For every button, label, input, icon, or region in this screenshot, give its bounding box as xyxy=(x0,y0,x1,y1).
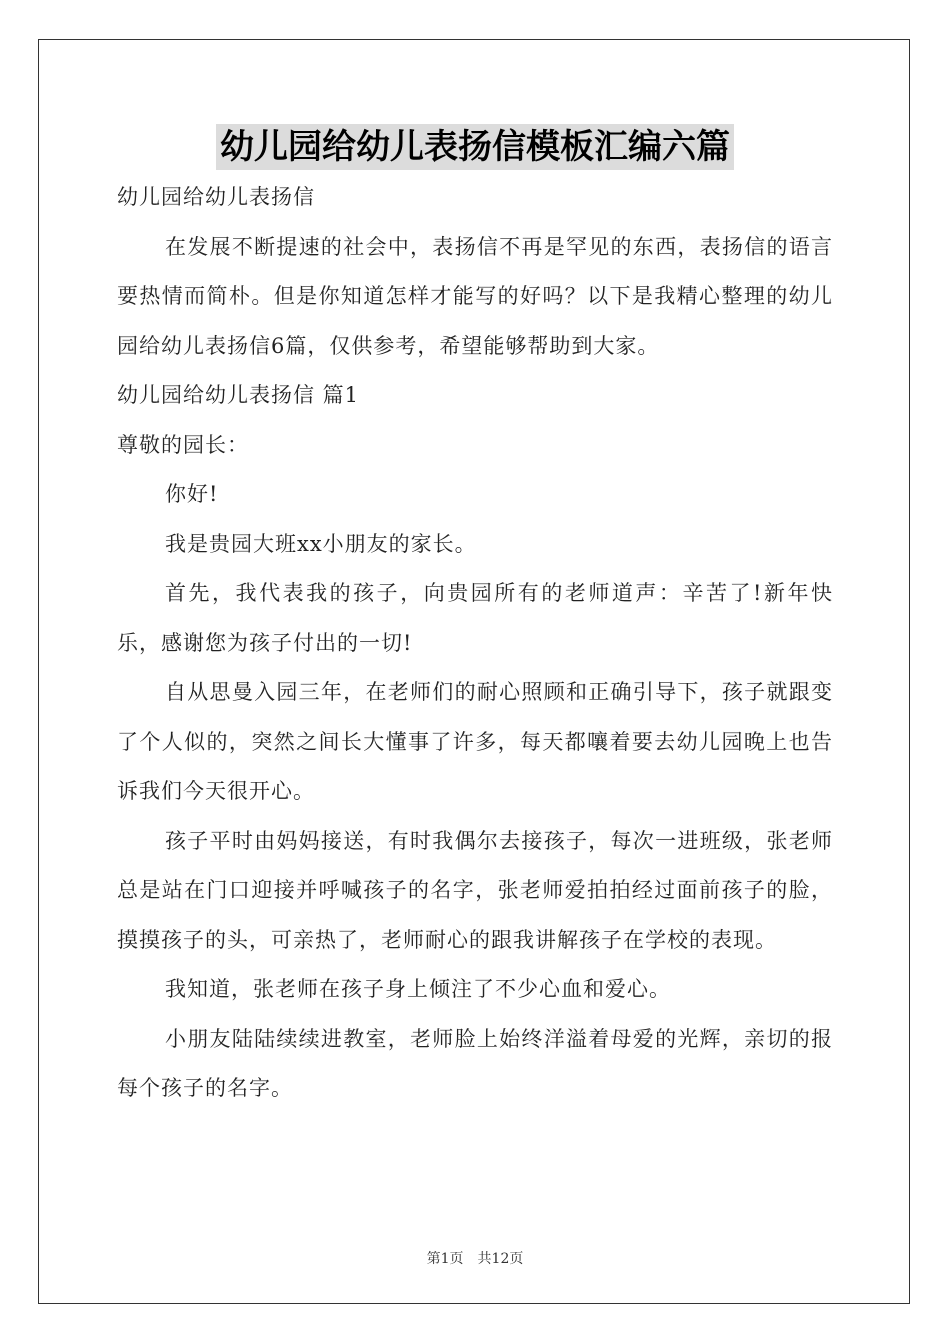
paragraph: 在发展不断提速的社会中，表扬信不再是罕见的东西，表扬信的语言要热情而简朴。但是你知道怎样才能写的好吗？以下是我精心整理的幼儿园给幼儿表扬信6篇，仅供参考，希望能够帮助到大家。 xyxy=(117,234,833,358)
paragraph: 首先，我代表我的孩子，向贵园所有的老师道声：辛苦了!新年快乐，感谢您为孩子付出的一切! xyxy=(117,581,833,655)
document-body xyxy=(117,173,833,1114)
paragraph: 孩子平时由妈妈接送，有时我偶尔去接孩子，每次一进班级，张老师总是站在门口迎接并呼喊孩子的名字，张老师爱拍拍经过面前孩子的脸，摸摸孩子的头，可亲热了，老师耐心的跟我讲解孩子在学校的表现。 xyxy=(117,828,833,952)
paragraph: 自从思曼入园三年，在老师们的耐心照顾和正确引导下，孩子就跟变了个人似的，突然之间长大懂事了许多，每天都嚷着要去幼儿园晚上也告诉我们今天很开心。 xyxy=(117,680,833,803)
title-wrap xyxy=(0,124,950,170)
paragraph: 幼儿园给幼儿表扬信 xyxy=(117,185,315,209)
paragraph: 幼儿园给幼儿表扬信 篇1 xyxy=(117,383,360,407)
page-footer xyxy=(0,1248,950,1268)
paragraph: 我知道，张老师在孩子身上倾注了不少心血和爱心。 xyxy=(165,977,671,1001)
paragraph: 你好! xyxy=(165,482,219,506)
page-total: 共12页 xyxy=(477,1251,524,1267)
document-title: 幼儿园给幼儿表扬信模板汇编六篇 xyxy=(216,124,734,170)
paragraph: 我是贵园大班xx小朋友的家长。 xyxy=(165,531,477,556)
paragraph: 小朋友陆陆续续进教室，老师脸上始终洋溢着母爱的光辉，亲切的报每个孩子的名字。 xyxy=(117,1026,833,1100)
page-number: 第1页 xyxy=(426,1251,464,1267)
paragraph: 尊敬的园长： xyxy=(117,432,249,457)
